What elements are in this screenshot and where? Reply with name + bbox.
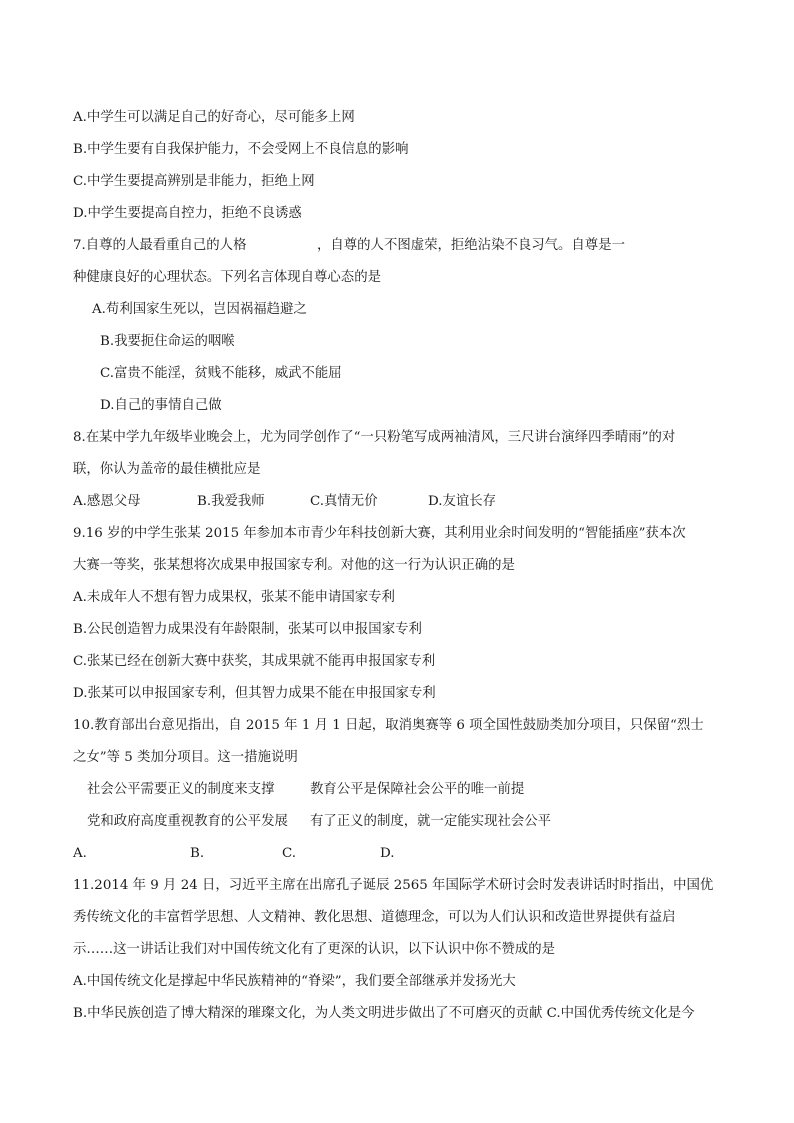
q8-option-a: A.感恩父母 xyxy=(73,494,141,509)
q11-stem-line1: 11.2014 年 9 月 24 日，习近平主席在出席孔子诞辰 2565 年国际学术研讨会时发表讲话时时指出，中国优 xyxy=(73,878,714,893)
q7-stem-part2: ，自尊的人不图虚荣，拒绝沾染不良习气。自尊是一 xyxy=(317,238,625,253)
q10-stem-line2: 之女”等 5 类加分项目。这一措施说明 xyxy=(73,750,298,765)
q9-stem-line1: 9.16 岁的中学生张某 2015 年参加本市青少年科技创新大赛，其利用业余时间发明的“智能插座”获本次 xyxy=(73,526,686,541)
q7-option-c: C.富贵不能淫，贫贱不能移，威武不能屈 xyxy=(100,366,342,381)
q9-option-b: B.公民创造智力成果没有年龄限制，张某可以申报国家专利 xyxy=(73,622,422,637)
q8-option-d: D.友谊长存 xyxy=(428,494,497,509)
q11-option-b-c: B.中华民族创造了博大精深的璀璨文化，为人类文明进步做出了不可磨灭的贡献 C.中国优秀传统文化是今 xyxy=(73,1006,695,1021)
q9-option-d: D.张某可以申报国家专利，但其智力成果不能在申报国家专利 xyxy=(73,686,436,701)
q8-option-c: C.真情无价 xyxy=(310,494,378,509)
q6-option-c: C.中学生要提高辨别是非能力，拒绝上网 xyxy=(73,174,315,189)
q9-option-c: C.张某已经在创新大赛中获奖，其成果就不能再申报国家专利 xyxy=(73,654,436,669)
q10-option-a: A. xyxy=(73,846,87,861)
q10-stem-line1: 10.教育部出台意见指出，自 2015 年 1 月 1 日起，取消奥赛等 6 项全国性鼓励类加分项目，只保留“烈士 xyxy=(73,718,704,733)
q9-option-a: A.未成年人不想有智力成果权，张某不能申请国家专利 xyxy=(73,590,395,605)
q10-option-c: C. xyxy=(282,846,297,861)
q7-option-a: A.苟利国家生死以，岂因祸福趋避之 xyxy=(92,302,307,317)
q10-statement-1: 社会公平需要正义的制度来支撑 xyxy=(87,782,275,797)
q6-option-b: B.中学生要有自我保护能力，不会受网上不良信息的影响 xyxy=(73,142,409,157)
q11-stem-line2: 秀传统文化的丰富哲学思想、人文精神、教化思想、道德理念，可以为人们认识和改造世界提供有益启 xyxy=(73,910,676,925)
q7-option-d: D.自己的事情自己做 xyxy=(100,398,222,413)
q10-statement-2: 教育公平是保障社会公平的唯一前提 xyxy=(310,782,525,797)
q8-option-b: B.我爱我师 xyxy=(197,494,265,509)
q7-option-b: B.我要扼住命运的咽喉 xyxy=(100,334,235,349)
q8-stem-line2: 联，你认为盖帝的最佳横批应是 xyxy=(73,462,261,477)
q11-option-a: A.中国传统文化是撑起中华民族精神的“脊梁”，我们要全部继承并发扬光大 xyxy=(73,974,516,989)
q9-stem-line2: 大赛一等奖，张某想将次成果申报国家专利。对他的这一行为认识正确的是 xyxy=(73,558,515,573)
q7-stem-part1: 7.自尊的人最看重自己的人格 xyxy=(73,238,247,253)
q10-option-d: D. xyxy=(380,846,395,861)
q10-statement-3: 党和政府高度重视教育的公平发展 xyxy=(87,814,288,829)
q10-statement-4: 有了正义的制度，就一定能实现社会公平 xyxy=(310,814,552,829)
q10-option-b: B. xyxy=(190,846,205,861)
q7-stem-line2: 种健康良好的心理状态。下列名言体现自尊心态的是 xyxy=(73,270,381,285)
q8-stem-line1: 8.在某中学九年级毕业晚会上，尤为同学创作了“一只粉笔写成两袖清风，三尺讲台演绎四季晴雨”的对 xyxy=(73,430,676,445)
q11-stem-line3: 示……这一讲话让我们对中国传统文化有了更深的认识，以下认识中你不赞成的是 xyxy=(73,942,556,957)
q6-option-d: D.中学生要提高自控力，拒绝不良诱惑 xyxy=(73,206,302,221)
q6-option-a: A.中学生可以满足自己的好奇心，尽可能多上网 xyxy=(73,110,355,125)
